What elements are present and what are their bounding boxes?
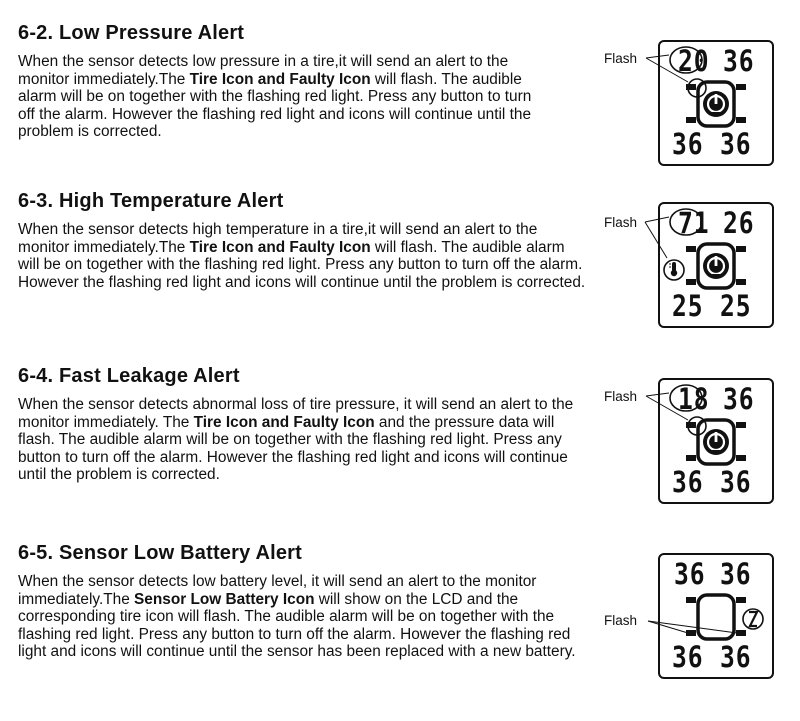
pressure-rear-left: 36 [672,127,704,161]
pressure-rear-right: 36 [720,465,752,499]
section-text: When the sensor detects high temperature in a tire,it will send an alert to the monitor immediately.The Tire Icon and Faulty Icon will flash. The audible alarm will be on together with the flashing red light. Press any button to turn off the alarm. However the flashing red light and icons will continue until the problem is corrected. [18,221,586,291]
section-title: 6-5. Sensor Low Battery Alert [18,542,303,564]
pressure-rear-left: 25 [672,289,704,323]
section-title: 6-2. Low Pressure Alert [18,22,245,44]
section-text: When the sensor detects abnormal loss of tire pressure, it will send an alert to the monitor immediately. The Tire Icon and Faulty Icon and the pressure data will flash. The audible alarm will be on together with the flashing red light. Press any button to turn off the alarm. However the flashing red light and icons will continue until the problem is corrected. [18,396,574,484]
flash-label: Flash [604,613,638,628]
pressure-front-right: 36 [723,44,755,78]
pressure-front-left: 20 [678,44,710,78]
section-text: When the sensor detects low pressure in a tire,it will send an alert to the monitor immediately.The Tire Icon and Faulty Icon will flash. The audible alarm will be on together with the flashing red light. Press any button to turn off the alarm. However the flashing red light and icons will continue until the problem is corrected. [18,53,532,141]
pressure-front-right: 26 [723,206,755,240]
pressure-front-left: 36 [674,557,706,591]
pressure-rear-right: 36 [720,127,752,161]
pressure-front-left: 18 [678,382,710,416]
section-title: 6-4. Fast Leakage Alert [18,365,240,387]
flash-label: Flash [604,215,638,230]
pressure-rear-right: 36 [720,640,752,674]
pressure-front-right: 36 [720,557,752,591]
pressure-rear-left: 36 [672,640,704,674]
section-text: When the sensor detects low battery level, it will send an alert to the monitor immediately.The Sensor Low Battery Icon will show on the LCD and the corresponding tire icon will flash. The audible alarm will be on together with the flashing red light. Press any button to turn off the alarm. However the flashing red light and icons will continue until the sensor has been replaced with a new battery. [18,573,576,661]
pressure-rear-left: 36 [672,465,704,499]
pressure-front-left: 71 [678,206,710,240]
flash-label: Flash [604,51,638,66]
section-title: 6-3. High Temperature Alert [18,190,284,212]
pressure-front-right: 36 [723,382,755,416]
flash-label: Flash [604,389,638,404]
pressure-rear-right: 25 [720,289,752,323]
